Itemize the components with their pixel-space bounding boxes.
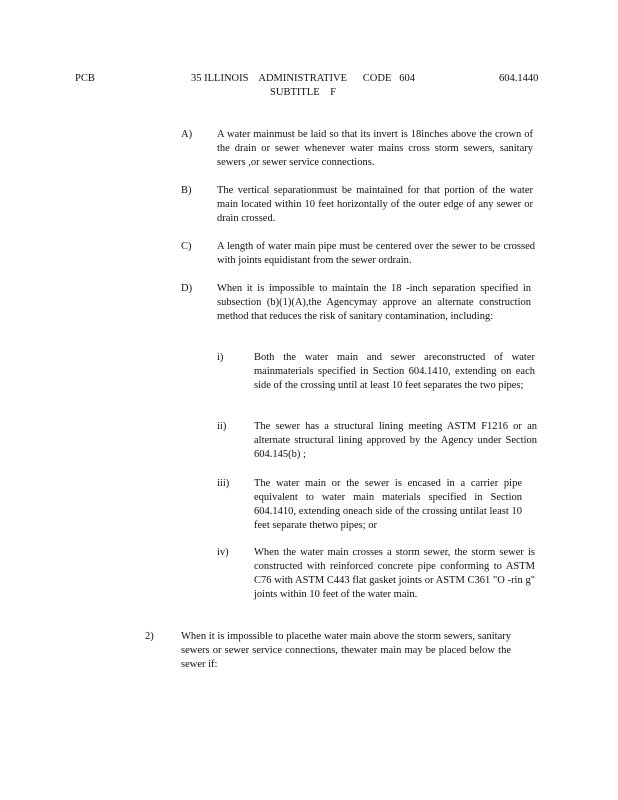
header-center: [168, 72, 438, 100]
header-center-line2: SUBTITLE F: [270, 87, 336, 98]
sub-item-text: The water main or the sewer is encased in a carrier pipe equivalent to water main materials specified in Section 604.1410, extending oneach side of the crossing untilat least 10 feet separate thetwo pipes; or: [254, 478, 522, 531]
item-text: A water mainmust be laid so that its invert is 18inches above the crown of the drain or sewer whenever water mains cross storm sewers, sanitary sewers ,or sewer service connections.: [217, 129, 533, 168]
item-text: When it is impossible to maintain the 18 -inch separation specified in subsection (b)(1)(A),the Agencymay approve an alternate construction method that reduces the risk of sanitary contamination, including:: [217, 283, 531, 322]
sub-item-label: iv): [217, 547, 229, 558]
header-left: PCB: [75, 73, 95, 84]
sub-item-text: Both the water main and sewer areconstructed of water mainmaterials specified in Section 604.1410, extending on each side of the crossing until at least 10 feet separates the two pipes;: [254, 352, 535, 391]
sub-item-text: The sewer has a structural lining meeting ASTM F1216 or an alternate structural lining approved by the Agency under Section 604.145(b) ;: [254, 421, 537, 460]
item-text: A length of water main pipe must be centered over the sewer to be crossed with joints equidistant from the sewer ordrain.: [217, 241, 535, 266]
sub-item-label: i): [217, 352, 224, 363]
item-label: D): [181, 283, 193, 294]
item-label: B): [181, 185, 192, 196]
item-text: The vertical separationmust be maintained for that portion of the water main located within 10 feet horizontally of the outer edge of any sewer or drain crossed.: [217, 185, 533, 224]
sub-item-label: ii): [217, 421, 227, 432]
header-right: 604.1440: [499, 73, 539, 84]
section-text: When it is impossible to placethe water main above the storm sewers, sanitary sewers or sewer service connections, thewater main may be placed below the sewer if:: [181, 631, 511, 670]
sub-item-text: When the water main crosses a storm sewer, the storm sewer is constructed with reinforced concrete pipe conforming to ASTM C76 with ASTM C443 flat gasket joints or ASTM C361 "O -rin g" joints within 10 feet of the water main.: [254, 547, 535, 600]
item-label: C): [181, 241, 192, 252]
item-label: A): [181, 129, 193, 140]
section-label: 2): [145, 631, 154, 642]
header-center-line1: 35 ILLINOIS ADMINISTRATIVE CODE 604: [191, 73, 415, 84]
sub-item-label: iii): [217, 478, 230, 489]
